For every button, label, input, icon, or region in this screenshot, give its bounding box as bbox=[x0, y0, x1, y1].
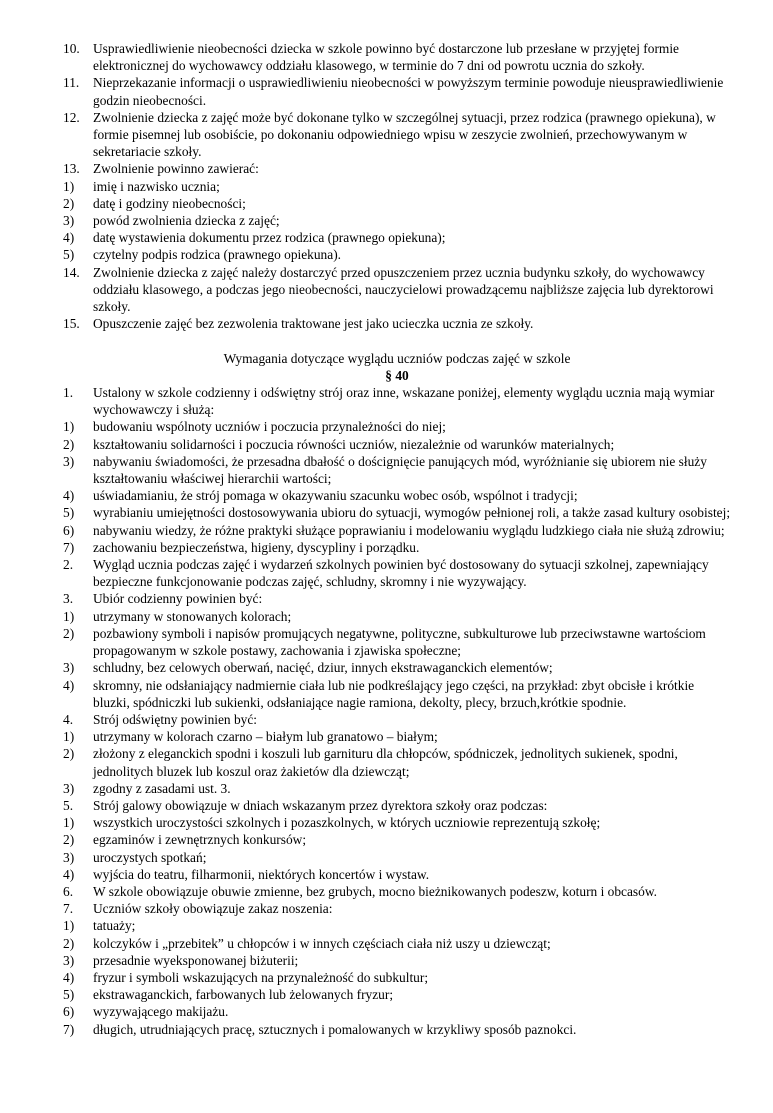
list-item bbox=[63, 590, 731, 607]
list-item-text: imię i nazwisko ucznia; bbox=[93, 178, 220, 194]
list-item-marker: 13. bbox=[63, 161, 80, 177]
list-item-marker: 7) bbox=[63, 1021, 75, 1037]
list-item-marker: 3) bbox=[63, 849, 75, 865]
list-item-text: Usprawiedliwienie nieobecności dziecka w szkole powinno być dostarczone lub przesłane w przyjętej formie elektronicznej do wychowawcy oddziału klasowego, w terminie do 7 dni od powrotu ucznia do szkoły. bbox=[93, 41, 679, 74]
list-item bbox=[63, 625, 731, 659]
list-item-text: fryzur i symboli wskazujących na przynależność do subkultur; bbox=[93, 969, 429, 985]
list-item-text: Zwolnienie dziecka z zajęć może być dokonane tylko w szczególnej sytuacji, przez rodzica (prawnego opiekuna), w formie pisemnej lub osobiście, po dokonaniu odpowiedniego wpisu w zeszycie zwolnień, przechowywanym w sekretariacie szkoły. bbox=[93, 109, 716, 160]
list-item-marker: 2) bbox=[63, 832, 75, 848]
list-item-marker: 4) bbox=[63, 866, 75, 882]
list-item-text: nabywaniu wiedzy, że różne praktyki służące poprawianiu i modelowaniu wyglądu ludzkiego ciała nie służą zdrowiu; bbox=[93, 522, 725, 538]
list-item-text: Strój galowy obowiązuje w dniach wskazanym przez dyrektora szkoły oraz podczas: bbox=[93, 797, 548, 813]
list-item-marker: 1) bbox=[63, 178, 75, 194]
list-item bbox=[63, 780, 731, 797]
list-item-marker: 3) bbox=[63, 453, 75, 469]
list-item-text: utrzymany w stonowanych kolorach; bbox=[93, 608, 292, 624]
list-item-text: skromny, nie odsłaniający nadmiernie ciała lub nie podkreślający jego części, na przykład: zbyt obcisłe i krótkie bluzki, spódniczki lub sukienki, odsłaniające nagie ramiona, dekolty, plecy, brzuch,krótkie spodnie. bbox=[93, 677, 695, 710]
list-item-marker: 3) bbox=[63, 660, 75, 676]
list-item-text: wszystkich uroczystości szkolnych i pozaszkolnych, w których uczniowie reprezentują szkołę; bbox=[93, 815, 601, 831]
list-item bbox=[63, 986, 731, 1003]
list-item-text: Wygląd ucznia podczas zajęć i wydarzeń szkolnych powinien być dostosowany do sytuacji szkolnej, zapewniający bezpieczne funkcjonowanie podczas zajęć, schludny, skromny i nie wyzywający. bbox=[93, 557, 709, 590]
list-item-text: egzaminów i zewnętrznych konkursów; bbox=[93, 832, 307, 848]
list-item bbox=[63, 160, 731, 177]
list-item-marker: 4) bbox=[63, 488, 75, 504]
list-item-text: utrzymany w kolorach czarno – białym lub granatowo – białym; bbox=[93, 729, 438, 745]
list-item-marker: 6. bbox=[63, 883, 74, 899]
list-item bbox=[63, 40, 731, 74]
list-item bbox=[63, 814, 731, 831]
list-item-marker: 1) bbox=[63, 918, 75, 934]
list-item-text: kolczyków i „przebitek” u chłopców i w innych częściach ciała niż uszy u dziewcząt; bbox=[93, 935, 551, 951]
list-item bbox=[63, 384, 731, 418]
list-item bbox=[63, 109, 731, 161]
list-item-marker: 1) bbox=[63, 729, 75, 745]
list-item-text: uroczystych spotkań; bbox=[93, 849, 207, 865]
list-item-marker: 3) bbox=[63, 780, 75, 796]
list-item bbox=[63, 556, 731, 590]
list-item-marker: 7. bbox=[63, 901, 74, 917]
list-item bbox=[63, 728, 731, 745]
list-item bbox=[63, 487, 731, 504]
list-item bbox=[63, 315, 731, 332]
list-item bbox=[63, 418, 731, 435]
list-item-marker: 4) bbox=[63, 677, 75, 693]
list-item bbox=[63, 900, 731, 917]
list-item-text: W szkole obowiązuje obuwie zmienne, bez grubych, mocno bieżnikowanych podeszw, koturn i obcasów. bbox=[93, 883, 657, 899]
list-item bbox=[63, 246, 731, 263]
list-item-text: Strój odświętny powinien być: bbox=[93, 711, 258, 727]
list-item-text: budowaniu wspólnoty uczniów i poczucia przynależności do niej; bbox=[93, 419, 446, 435]
list-item bbox=[63, 74, 731, 108]
list-item-text: zachowaniu bezpieczeństwa, higieny, dyscypliny i porządku. bbox=[93, 539, 420, 555]
list-item-text: Ubiór codzienny powinien być: bbox=[93, 591, 263, 607]
list-item-text: Ustalony w szkole codzienny i odświętny strój oraz inne, wskazane poniżej, elementy wyglądu ucznia mają wymiar wychowawczy i służą: bbox=[93, 385, 715, 418]
list-item-text: wyzywającego makijażu. bbox=[93, 1004, 229, 1020]
section-heading: Wymagania dotyczące wyglądu uczniów podczas zajęć w szkole bbox=[223, 350, 571, 366]
list-item-marker: 7) bbox=[63, 539, 75, 555]
list-item-text: nabywaniu świadomości, że przesadna dbałość o doścignięcie panujących mód, wyróżnianie się ubiorem nie służy kształtowaniu właściwej hierarchii wartości; bbox=[93, 453, 707, 487]
list-item-marker: 10. bbox=[63, 41, 80, 56]
list-item-marker: 3. bbox=[63, 591, 74, 607]
list-item-marker: 2. bbox=[63, 557, 74, 573]
list-item-text: złożony z eleganckich spodni i koszuli lub garnituru dla chłopców, spódniczek, jednolitych sukienek, spodni, jednolitych bluzek lub koszul oraz żakietów dla dziewcząt; bbox=[93, 746, 678, 779]
list-item-marker: 1) bbox=[63, 608, 75, 624]
list-item-marker: 3) bbox=[63, 952, 75, 968]
list-item bbox=[63, 866, 731, 883]
list-item-marker: 3) bbox=[63, 213, 75, 229]
list-item-marker: 15. bbox=[63, 316, 80, 332]
list-item bbox=[63, 969, 731, 986]
list-item-text: zgodny z zasadami ust. 3. bbox=[93, 780, 231, 796]
list-item bbox=[63, 917, 731, 934]
list-item-text: powód zwolnienia dziecka z zajęć; bbox=[93, 213, 280, 229]
list-item-marker: 4. bbox=[63, 711, 74, 727]
list-item bbox=[63, 539, 731, 556]
list-item bbox=[63, 711, 731, 728]
list-item-marker: 5. bbox=[63, 797, 74, 813]
paragraph-number: § 40 bbox=[385, 367, 409, 383]
attendance-rules-list bbox=[63, 40, 731, 332]
list-item-text: Zwolnienie powinno zawierać: bbox=[93, 161, 259, 177]
list-item-marker: 5) bbox=[63, 987, 75, 1003]
list-item-marker: 1) bbox=[63, 419, 75, 435]
list-item-marker: 4) bbox=[63, 230, 75, 246]
list-item bbox=[63, 504, 731, 521]
list-item-marker: 2) bbox=[63, 625, 75, 641]
list-item-marker: 1. bbox=[63, 385, 74, 401]
list-item bbox=[63, 608, 731, 625]
list-item-text: pozbawiony symboli i napisów promujących negatywne, polityczne, subkulturowe lub przeciwstawne wartościom propagowanym w szkole postawy, zachowania i zjawiska społeczne; bbox=[93, 625, 706, 659]
list-item-marker: 12. bbox=[63, 109, 80, 125]
list-item-text: Opuszczenie zajęć bez zezwolenia traktowane jest jako ucieczka ucznia ze szkoły. bbox=[93, 316, 534, 332]
list-item-marker: 6) bbox=[63, 522, 75, 538]
list-item-marker: 5) bbox=[63, 505, 75, 521]
list-item bbox=[63, 952, 731, 969]
list-item bbox=[63, 453, 731, 487]
list-item-marker: 5) bbox=[63, 247, 75, 263]
list-item-marker: 2) bbox=[63, 195, 75, 211]
list-item-text: Nieprzekazanie informacji o usprawiedliwieniu nieobecności w powyższym terminie powoduje nieusprawiedliwienie godzin nieobecności. bbox=[93, 75, 724, 108]
list-item bbox=[63, 1003, 731, 1020]
list-item-text: kształtowaniu solidarności i poczucia równości uczniów, niezależnie od warunków materialnych; bbox=[93, 436, 615, 452]
list-item bbox=[63, 178, 731, 195]
list-item-text: wyrabianiu umiejętności dostosowywania ubioru do sytuacji, wymogów pełnionej roli, a także zasad kultury osobistej; bbox=[93, 505, 731, 521]
list-item-marker: 6) bbox=[63, 1004, 75, 1020]
list-item bbox=[63, 264, 731, 316]
list-item bbox=[63, 831, 731, 848]
list-item bbox=[63, 797, 731, 814]
list-item-text: czytelny podpis rodzica (prawnego opiekuna). bbox=[93, 247, 342, 263]
list-item-marker: 2) bbox=[63, 436, 75, 452]
list-item bbox=[63, 436, 731, 453]
list-item-text: tatuaży; bbox=[93, 918, 136, 934]
list-item bbox=[63, 522, 731, 539]
list-item-marker: 2) bbox=[63, 746, 75, 762]
list-item-text: schludny, bez celowych oberwań, nacięć, dziur, innych ekstrawaganckich elementów; bbox=[93, 660, 553, 676]
list-item bbox=[63, 935, 731, 952]
list-item-text: datę wystawienia dokumentu przez rodzica (prawnego opiekuna); bbox=[93, 230, 446, 246]
list-item bbox=[63, 677, 731, 711]
list-item-marker: 14. bbox=[63, 264, 80, 280]
list-item-text: wyjścia do teatru, filharmonii, niektórych koncertów i wystaw. bbox=[93, 866, 430, 882]
list-item-text: Zwolnienie dziecka z zajęć należy dostarczyć przed opuszczeniem przez ucznia budynku szkoły, do wychowawcy oddziału klasowego, a podczas jego nieobecności, nauczycielowi prowadzącemu najbliższe zajęcia lub dyrektorowi szkoły. bbox=[93, 264, 714, 315]
list-item bbox=[63, 195, 731, 212]
list-item bbox=[63, 229, 731, 246]
list-item-text: Uczniów szkoły obowiązuje zakaz noszenia: bbox=[93, 901, 333, 917]
list-item-text: długich, utrudniających pracę, sztucznych i pomalowanych w krzykliwy sposób paznokci. bbox=[93, 1021, 577, 1037]
list-item bbox=[63, 745, 731, 779]
list-item-text: ekstrawaganckich, farbowanych lub żelowanych fryzur; bbox=[93, 987, 394, 1003]
list-item-text: przesadnie wyeksponowanej biżuterii; bbox=[93, 952, 299, 968]
list-item-marker: 1) bbox=[63, 815, 75, 831]
list-item-text: uświadamianiu, że strój pomaga w okazywaniu szacunku wobec osób, wspólnot i tradycji; bbox=[93, 488, 578, 504]
list-item bbox=[63, 212, 731, 229]
list-item-marker: 4) bbox=[63, 969, 75, 985]
list-item bbox=[63, 1021, 731, 1038]
appearance-rules-list bbox=[63, 384, 731, 1038]
list-item-marker: 11. bbox=[63, 75, 80, 91]
list-item bbox=[63, 883, 731, 900]
list-item-text: datę i godziny nieobecności; bbox=[93, 195, 246, 211]
list-item-marker: 2) bbox=[63, 935, 75, 951]
list-item bbox=[63, 659, 731, 676]
list-item bbox=[63, 849, 731, 866]
